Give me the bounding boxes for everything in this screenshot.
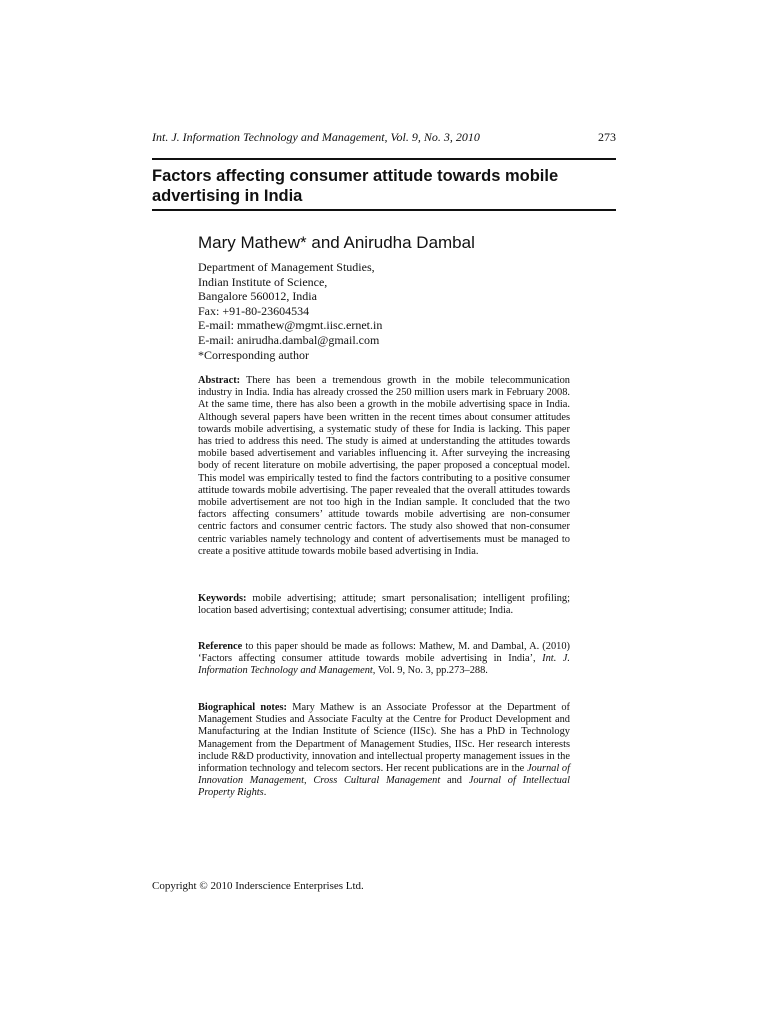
reference-note bbox=[198, 641, 570, 678]
reference-label: Reference bbox=[198, 641, 243, 652]
bio-separator: , bbox=[304, 775, 307, 787]
email-line: E-mail: anirudha.dambal@gmail.com bbox=[198, 332, 380, 347]
paper-title: Factors affecting consumer attitude towards mobile advertising in India bbox=[152, 167, 559, 205]
title-top-rule bbox=[152, 158, 616, 160]
bio-text: Mary Mathew is an Associate Professor at the Department of Management Studies and Associate Faculty at the Centre for Product Development and Manufacturing at the Indian Institute of Science (IISc). She has a PhD in Technology Management from the Department of Management Studies, IISc. Her research interests include R&D productivity, innovation and intellectual property management issues in the information technology and telecom sectors. Her recent publications are in the bbox=[198, 702, 570, 775]
email-line: E-mail: mmathew@mgmt.iisc.ernet.in bbox=[198, 318, 383, 333]
biographical-notes bbox=[198, 702, 570, 800]
affiliation-block bbox=[198, 260, 578, 362]
author-list: Mary Mathew* and Anirudha Dambal bbox=[198, 233, 475, 252]
journal-citation: Int. J. Information Technology and Management, Vol. 9, No. 3, 2010 bbox=[152, 130, 480, 144]
bio-journal: Journal of Intellectual Property Rights bbox=[198, 775, 570, 799]
abstract-text: There has been a tremendous growth in the mobile telecommunication industry in India. India has already crossed the 250 million users mark in February 2008. At the same time, there has also been a growth in the mobile advertising space in India. Although several papers have been written in the recent times about consumer attitudes towards mobile advertising, a systematic study of these for India is lacking. This paper has tried to address this need. The study is aimed at understanding the attitudes towards mobile based advertisement and variables influencing it. After surveying the increasing body of recent literature on mobile advertising, the paper proposed a conceptual model. This model was empirically tested to find the factors contributing to a positive consumer attitude towards mobile advertising. The paper revealed that the overall attitudes towards mobile advertisement are not too high in the Indian sample. It concluded that the two factors affecting consumers’ attitude towards mobile advertising are non-consumer centric factors and consumer centric factors. The study also showed that non-consumer centric variables namely technology and content of advertisements must be managed to create a positive attitude towards mobile based advertising in India. bbox=[198, 375, 570, 557]
reference-journal: Int. J. Information Technology and Management, bbox=[198, 653, 570, 677]
reference-text: to this paper should be made as follows: Mathew, M. and Dambal, A. (2010) ‘Factors affecting consumer attitude towards mobile advertising in India’, bbox=[198, 641, 571, 665]
keywords bbox=[198, 593, 570, 617]
keywords-text: mobile advertising; attitude; smart personalisation; intelligent profiling; location based advertising; contextual advertising; consumer attitude; India. bbox=[198, 593, 570, 617]
copyright-notice: Copyright © 2010 Inderscience Enterprises Ltd. bbox=[152, 880, 364, 892]
bio-label: Biographical notes: bbox=[198, 702, 287, 713]
abstract-label: Abstract: bbox=[198, 375, 241, 386]
affiliation-line: Bangalore 560012, India bbox=[198, 289, 317, 304]
affiliation-line: Indian Institute of Science, bbox=[198, 274, 328, 289]
bio-end: . bbox=[263, 787, 267, 799]
bio-journal: Journal of Innovation Management bbox=[198, 763, 570, 787]
reference-volume: Vol. 9, No. 3, pp.273–288. bbox=[377, 665, 488, 677]
page-number: 273 bbox=[598, 130, 616, 144]
bio-journal: Cross Cultural Management bbox=[313, 775, 441, 787]
title-bottom-rule bbox=[152, 209, 616, 211]
bio-separator: and bbox=[446, 775, 462, 787]
fax-line: Fax: +91-80-23604534 bbox=[198, 303, 310, 318]
corresponding-author-note: *Corresponding author bbox=[198, 347, 309, 362]
keywords-label: Keywords: bbox=[198, 593, 247, 604]
affiliation-line: Department of Management Studies, bbox=[198, 260, 375, 274]
running-header bbox=[152, 130, 616, 145]
abstract bbox=[198, 375, 570, 558]
